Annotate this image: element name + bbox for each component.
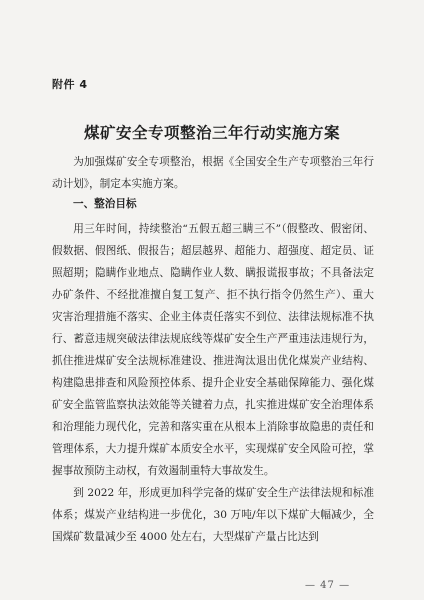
annex-label: 附件 4 (52, 78, 88, 91)
document-title: 煤矿安全专项整治三年行动实施方案 (83, 123, 340, 142)
goals-paragraph-2 (52, 482, 374, 548)
goals-text-1: 用三年时间，持续整治“五假五超三瞒三不”（假整改、假密闭、假数据、假图纸、假报告；超层越界、超能力、超强度、超定员、证照超期；隐瞒作业地点、隐瞒作业人数、瞒报谎报事故；不具备法定办矿条件、不经批准擅自复工复产、拒不执行指令仍然生产）、重大灾害治理措施不落实、企业主体责任落实不到位、法律法规标准不执行、蓄意违规突破法律法规底线等煤矿安全生产严重违法违规行为，抓住推进煤矿安全法规标准建设、推进淘汰退出优化煤炭产业结构、构建隐患排查和风险预控体系、提升企业安全基础保障能力、强化煤矿安全监管监察执法效能等关键着力点，扎实推进煤矿安全治理体系和治理能力现代化，完善和落实重在从根本上消除事故隐患的责任和管理体系，大力提升煤矿本质安全水平，实现煤矿安全风险可控，掌握事故预防主动权，有效遏制重特大事故发生。 (52, 223, 374, 477)
intro-paragraph (52, 151, 374, 195)
page-number: — 47 — (305, 580, 351, 591)
goals-paragraph-1 (52, 218, 374, 482)
goals-text-2: 到 2022 年，形成更加科学完备的煤矿安全生产法律法规和标准体系；煤炭产业结构进一步优化，30 万吨/年以下煤矿大幅减少，全国煤矿数量减少至 4000 处左右，大型煤矿产量占比达到 (52, 487, 374, 543)
intro-text: 为加强煤矿安全专项整治，根据《全国安全生产专项整治三年行动计划》，制定本实施方案。 (52, 156, 374, 190)
section-heading-goals: 一、整治目标 (73, 198, 137, 210)
